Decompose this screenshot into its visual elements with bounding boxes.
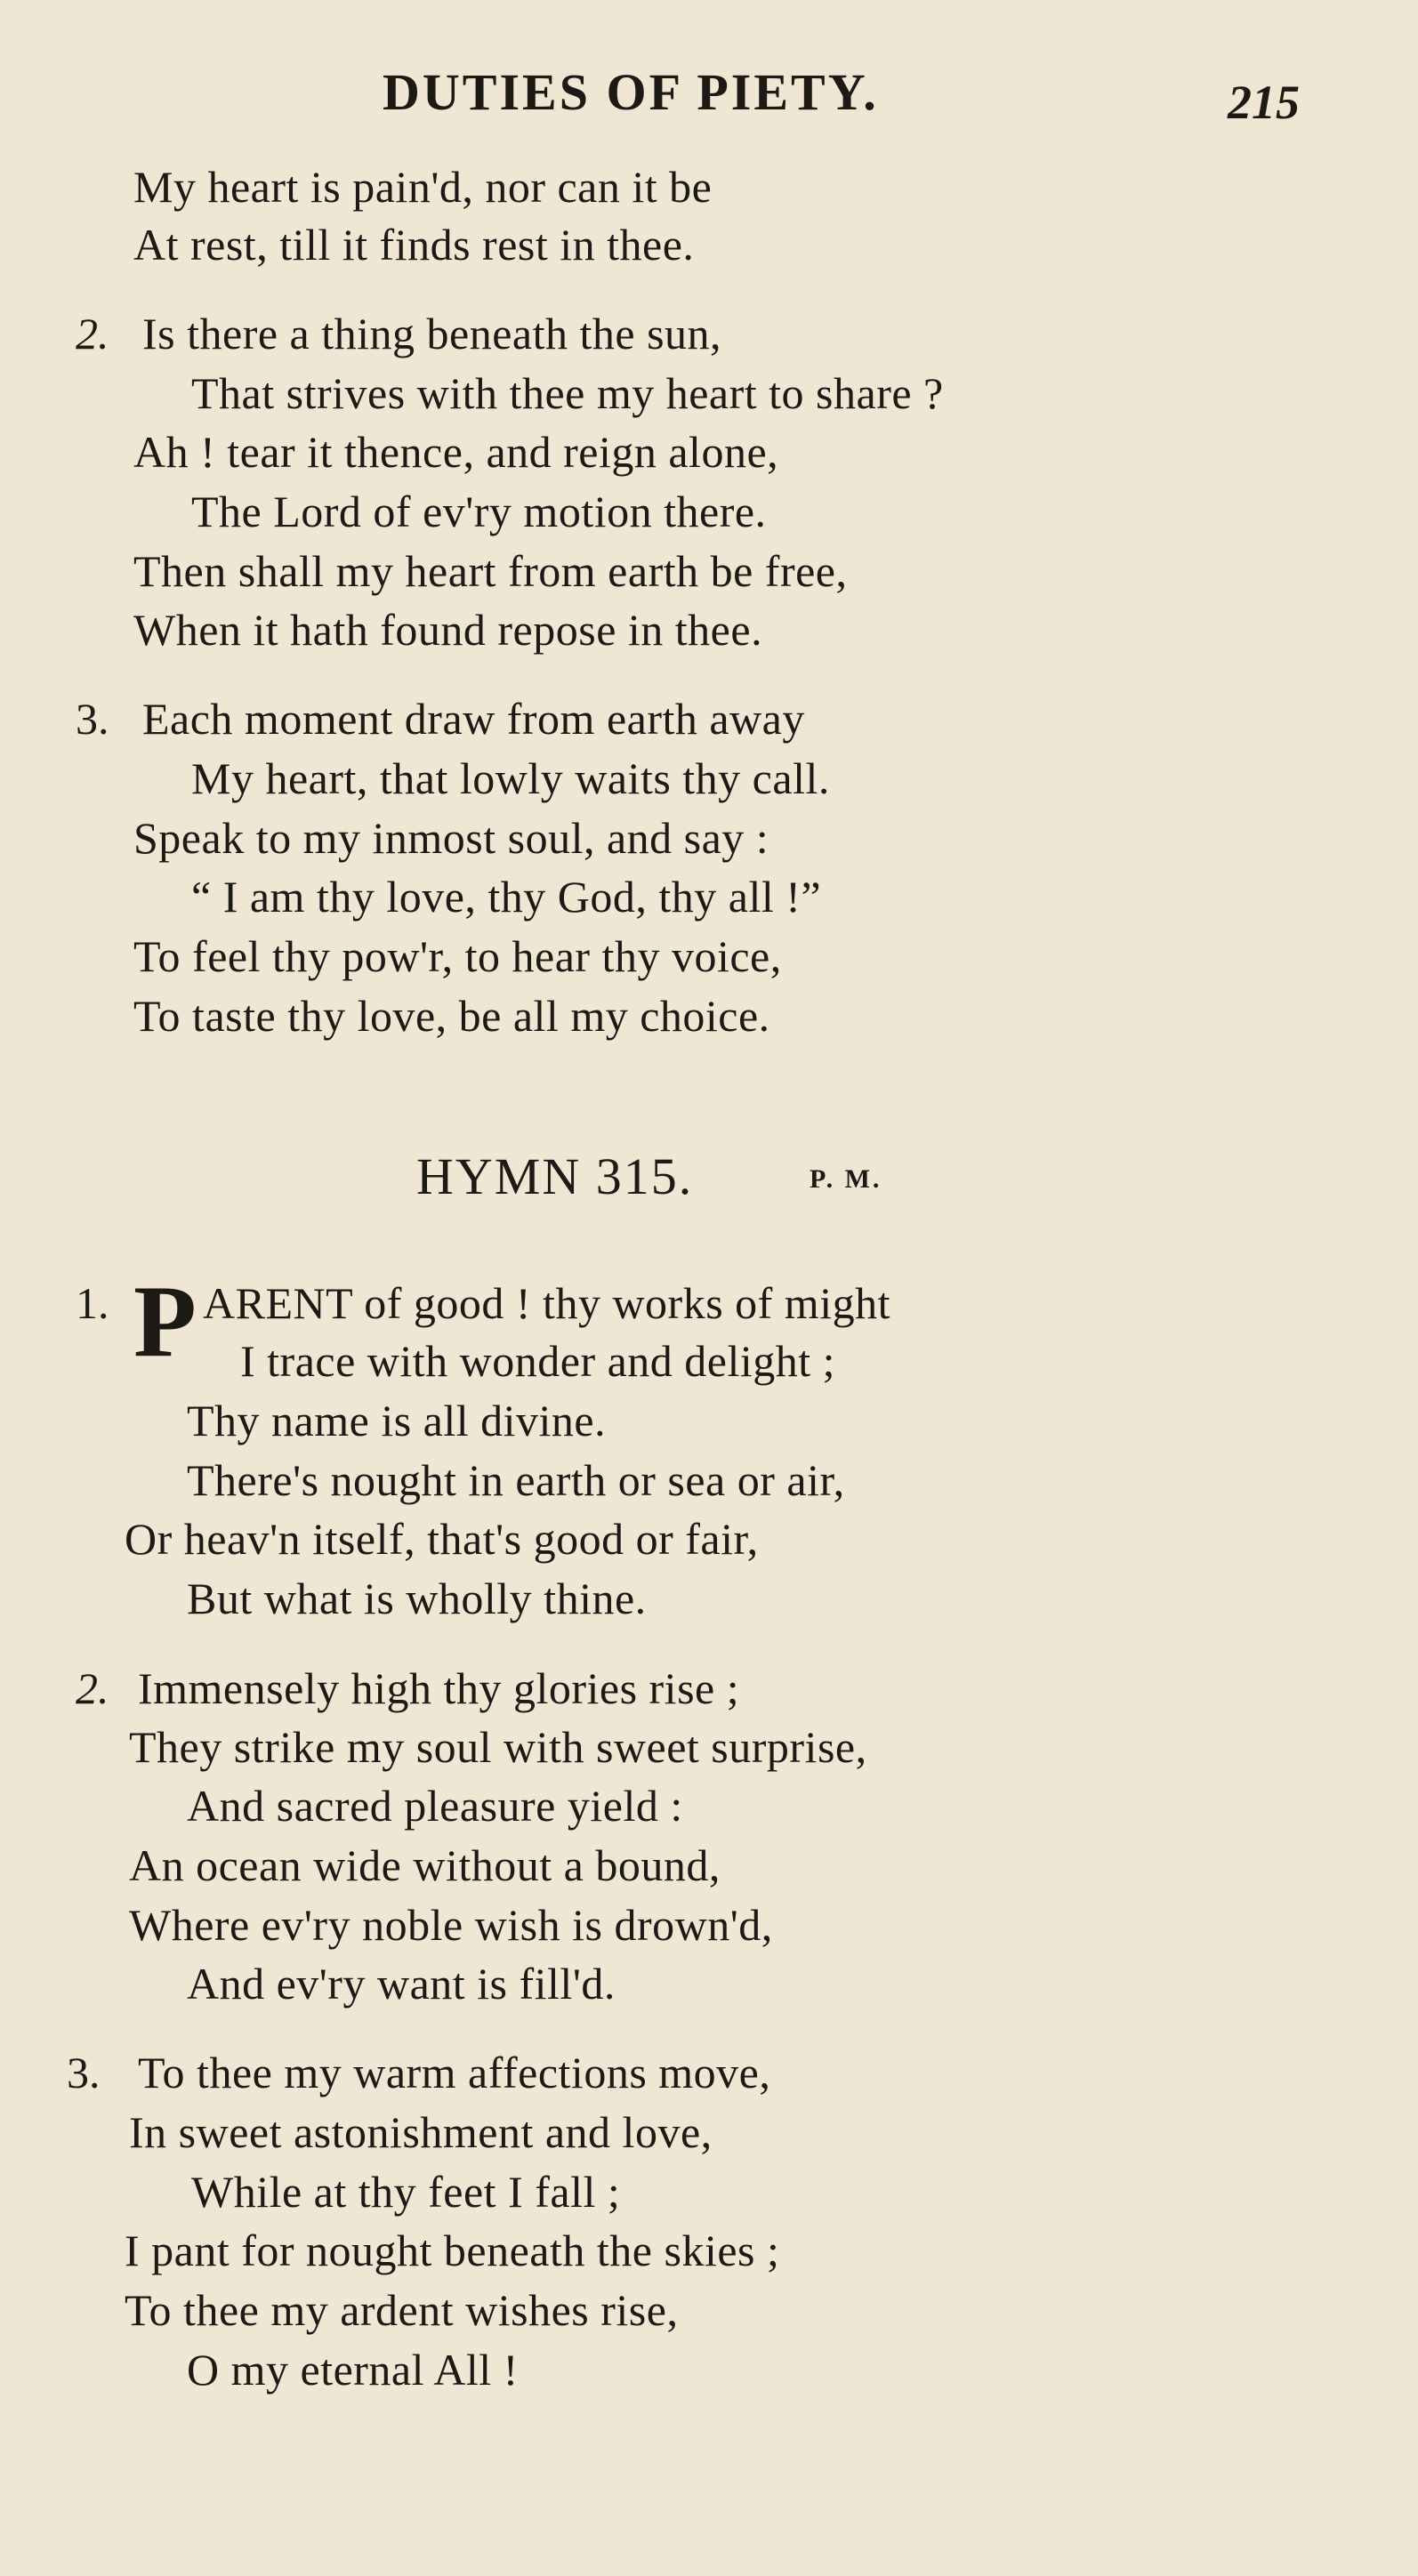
verse-line: Immensely high thy glories rise ; (138, 1663, 740, 1713)
verse-line: That strives with thee my heart to share ? (191, 368, 944, 418)
verse-line: At rest, till it finds rest in thee. (133, 220, 695, 270)
verse-line: The Lord of ev'ry motion there. (191, 487, 767, 536)
verse-line: To feel thy pow'r, to hear thy voice, (133, 931, 782, 981)
verse-line: To taste thy love, be all my choice. (133, 991, 770, 1041)
verse-line: I pant for nought beneath the skies ; (125, 2226, 780, 2275)
stanza-number: 3. (67, 2048, 101, 2097)
verse-line: My heart is pain'd, nor can it be (133, 162, 713, 212)
verse-line: My heart, that lowly waits thy call. (191, 753, 830, 803)
running-head: DUTIES OF PIETY. (383, 63, 879, 121)
verse-line: Then shall my heart from earth be free, (133, 546, 848, 596)
verse-line: Where ev'ry noble wish is drown'd, (129, 1900, 773, 1950)
verse-line: Speak to my inmost soul, and say : (133, 813, 769, 863)
verse-line: But what is wholly thine. (187, 1574, 647, 1623)
page-number: 215 (1228, 76, 1300, 129)
verse-line: To thee my ardent wishes rise, (125, 2285, 679, 2335)
verse-line: I trace with wonder and delight ; (240, 1336, 836, 1386)
stanza-number: 2. (76, 1663, 109, 1713)
hymn-title: HYMN 315. (416, 1147, 694, 1205)
verse-line: Each moment draw from earth away (142, 694, 805, 744)
stanza-number: 3. (76, 694, 109, 744)
drop-cap: P (133, 1265, 197, 1379)
verse-line: In sweet astonishment and love, (129, 2107, 713, 2157)
verse-line: An ocean wide without a bound, (129, 1840, 721, 1890)
verse-line: They strike my soul with sweet surprise, (129, 1722, 867, 1772)
verse-line: “ I am thy love, thy God, thy all !” (191, 872, 822, 922)
verse-line: O my eternal All ! (187, 2345, 519, 2395)
verse-line: While at thy feet I fall ; (191, 2167, 621, 2217)
verse-line: Is there a thing beneath the sun, (142, 309, 722, 358)
stanza-number: 2. (76, 309, 109, 358)
verse-line: And sacred pleasure yield : (187, 1781, 683, 1831)
verse-line: Thy name is all divine. (187, 1396, 607, 1445)
verse-line: There's nought in earth or sea or air, (187, 1455, 845, 1505)
verse-line: When it hath found repose in thee. (133, 605, 763, 655)
verse-line: Ah ! tear it thence, and reign alone, (133, 427, 779, 477)
verse-line: And ev'ry want is fill'd. (187, 1959, 616, 2008)
hymn-meter: P. M. (810, 1164, 882, 1194)
verse-line: To thee my warm affections move, (138, 2048, 771, 2097)
verse-line: ARENT of good ! thy works of might (203, 1278, 890, 1328)
verse-line: Or heav'n itself, that's good or fair, (125, 1514, 759, 1564)
stanza-number: 1. (76, 1278, 109, 1328)
